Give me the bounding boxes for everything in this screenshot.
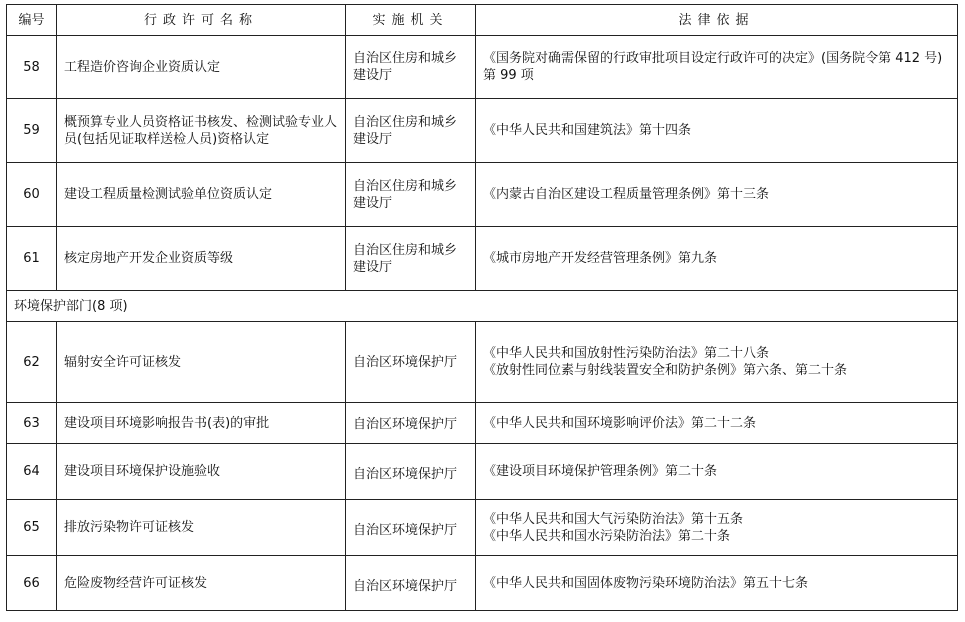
row-number: 58	[7, 36, 57, 99]
header-name: 行政许可名称	[57, 5, 346, 36]
row-number: 65	[7, 500, 57, 556]
legal-basis	[476, 36, 958, 99]
header-agency: 实施机关	[346, 5, 476, 36]
legal-basis-line: 《中华人民共和国放射性污染防治法》第二十八条	[483, 346, 770, 361]
row-number: 66	[7, 556, 57, 611]
table-row	[7, 403, 958, 444]
implementing-agency: 自治区环境保护厅	[346, 322, 476, 403]
permit-name: 排放污染物许可证核发	[57, 500, 346, 556]
legal-basis	[476, 99, 958, 163]
legal-basis	[476, 556, 958, 611]
legal-basis	[476, 322, 958, 403]
legal-basis	[476, 163, 958, 227]
implementing-agency: 自治区环境保护厅	[346, 403, 476, 444]
permit-name: 概预算专业人员资格证书核发、检测试验专业人员(包括见证取样送检人员)资格认定	[57, 99, 346, 163]
header-row	[7, 5, 958, 36]
header-num: 编号	[7, 5, 57, 36]
implementing-agency: 自治区住房和城乡建设厅	[346, 227, 476, 291]
legal-basis-line: 《国务院对确需保留的行政审批项目设定行政许可的决定》(国务院令第 412 号)第 99 项	[483, 51, 943, 83]
permit-table	[6, 4, 958, 611]
row-number: 61	[7, 227, 57, 291]
implementing-agency: 自治区住房和城乡建设厅	[346, 99, 476, 163]
legal-basis	[476, 444, 958, 500]
implementing-agency: 自治区住房和城乡建设厅	[346, 163, 476, 227]
permit-name: 工程造价咨询企业资质认定	[57, 36, 346, 99]
legal-basis-line: 《中华人民共和国水污染防治法》第二十条	[483, 528, 731, 544]
permit-name: 辐射安全许可证核发	[57, 322, 346, 403]
permit-name: 建设项目环境影响报告书(表)的审批	[57, 403, 346, 444]
section-heading: 环境保护部门(8 项)	[7, 291, 958, 322]
implementing-agency: 自治区环境保护厅	[346, 444, 476, 500]
row-number: 59	[7, 99, 57, 163]
table-row	[7, 227, 958, 291]
permit-name: 建设工程质量检测试验单位资质认定	[57, 163, 346, 227]
permit-name: 建设项目环境保护设施验收	[57, 444, 346, 500]
row-number: 62	[7, 322, 57, 403]
legal-basis-line: 《放射性同位素与射线装置安全和防护条例》第六条、第二十条	[483, 363, 848, 378]
section-row	[7, 291, 958, 322]
implementing-agency: 自治区住房和城乡建设厅	[346, 36, 476, 99]
legal-basis-line: 《城市房地产开发经营管理条例》第九条	[483, 251, 718, 266]
legal-basis-line: 《内蒙古自治区建设工程质量管理条例》第十三条	[483, 187, 770, 202]
table-row	[7, 163, 958, 227]
legal-basis-line: 《中华人民共和国建筑法》第十四条	[483, 123, 692, 138]
row-number: 60	[7, 163, 57, 227]
legal-basis	[476, 227, 958, 291]
row-number: 63	[7, 403, 57, 444]
permit-name: 核定房地产开发企业资质等级	[57, 227, 346, 291]
legal-basis-line: 《中华人民共和国环境影响评价法》第二十二条	[483, 415, 757, 431]
legal-basis	[476, 500, 958, 556]
implementing-agency: 自治区环境保护厅	[346, 500, 476, 556]
header-basis: 法律依据	[476, 5, 958, 36]
table-row	[7, 500, 958, 556]
table-row	[7, 444, 958, 500]
permit-name: 危险废物经营许可证核发	[57, 556, 346, 611]
legal-basis	[476, 403, 958, 444]
table-row	[7, 99, 958, 163]
table-row	[7, 322, 958, 403]
row-number: 64	[7, 444, 57, 500]
legal-basis-line: 《中华人民共和国固体废物污染环境防治法》第五十七条	[483, 575, 809, 591]
implementing-agency: 自治区环境保护厅	[346, 556, 476, 611]
legal-basis-line: 《建设项目环境保护管理条例》第二十条	[483, 464, 718, 479]
table-row	[7, 556, 958, 611]
table-row	[7, 36, 958, 99]
legal-basis-line: 《中华人民共和国大气污染防治法》第十五条	[483, 511, 744, 527]
